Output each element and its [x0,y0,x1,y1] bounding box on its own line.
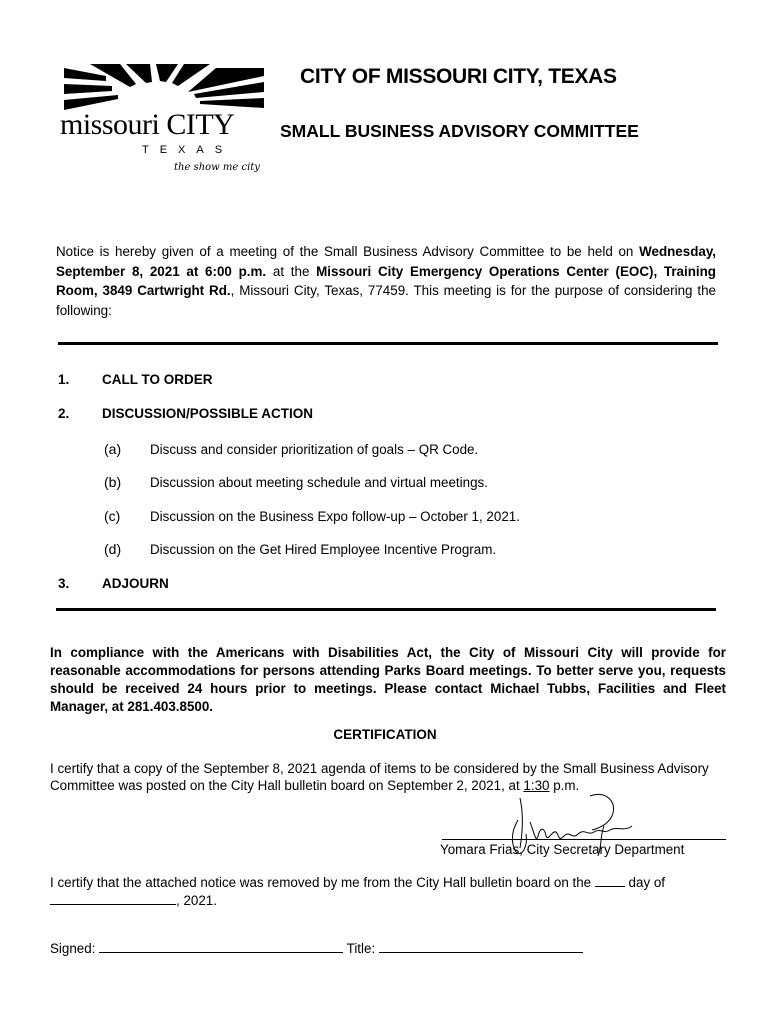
removal-text-mid: day of [624,875,666,890]
divider-top [58,342,718,345]
agenda-item-discussion: DISCUSSION/POSSIBLE ACTION [102,406,314,421]
month-blank [50,892,176,905]
notice-text-3: , Missouri City, Texas, 77459. This meeting is for the purpose of considering the following: [56,283,716,318]
subitem-text: Discussion on the Get Hired Employee Incentive Program. [150,542,497,557]
certification-text-after: p.m. [549,778,580,793]
agenda-number: 3. [58,576,70,591]
signature-block [50,940,583,956]
subitem-text: Discussion about meeting schedule and virtual meetings. [150,475,488,490]
committee-title: SMALL BUSINESS ADVISORY COMMITTEE [280,121,639,141]
removal-text-before: I certify that the attached notice was removed by me from the City Hall bulletin board on the [50,875,595,890]
signed-blank [99,940,343,953]
subitem-label: (c) [104,508,121,524]
subitem-label: (b) [104,474,122,490]
day-blank [595,874,625,887]
meeting-location: Missouri City Emergency Operations Center (EOC), Training Room, 3849 Cartwright Rd. [56,263,716,298]
subitem-label: (a) [104,441,122,457]
agenda-number: 2. [58,406,70,421]
page-title: CITY OF MISSOURI CITY, TEXAS [300,65,617,88]
agenda-number: 1. [58,372,70,387]
meeting-date-time: Wednesday, September 8, 2021 at 6:00 p.m. [56,244,716,279]
agenda-item-call-to-order: CALL TO ORDER [102,372,213,387]
notice-text-2: at the [266,263,317,279]
certification-text-before: I certify that a copy of the September 8, 2021 agenda of items to be considered by the Small Business Advisory Committee was posted on the City Hall bulletin board on September 2, 2021, at [50,761,709,793]
title-blank [379,940,583,953]
removal-certification [50,874,730,910]
city-logo [60,64,266,182]
divider-bottom [56,608,716,611]
subitem-label: (d) [104,541,122,557]
notice-text-1: Notice is hereby given of a meeting of the Small Business Advisory Committee to be held on [56,244,634,259]
ada-notice: In compliance with the Americans with Disabilities Act, the City of Missouri City will provide for reasonable accommodations for persons attending Parks Board meetings. To better serve you, requests should be received 24 hours prior to meetings. Please contact Michael Tubbs, Facilities and Fleet Manager, at 281.403.8500. [50,645,726,714]
logo-state: TEXAS [142,144,234,156]
removal-text-end: , 2021. [176,893,217,908]
certification-heading: CERTIFICATION [333,727,437,742]
signer-name: Yomara Frias, City Secretary Department [440,842,685,857]
posting-time: 1:30 [523,778,550,793]
signed-label: Signed: [50,941,96,956]
logo-tagline: the show me city [174,162,260,173]
agenda-item-adjourn: ADJOURN [102,576,169,591]
logo-wordmark: missouri CITY [60,108,235,141]
subitem-text: Discussion on the Business Expo follow-up – October 1, 2021. [150,509,520,524]
meeting-notice [56,242,716,320]
signature-line [442,839,726,840]
subitem-text: Discuss and consider prioritization of goals – QR Code. [150,442,479,457]
title-label: Title: [346,941,376,956]
